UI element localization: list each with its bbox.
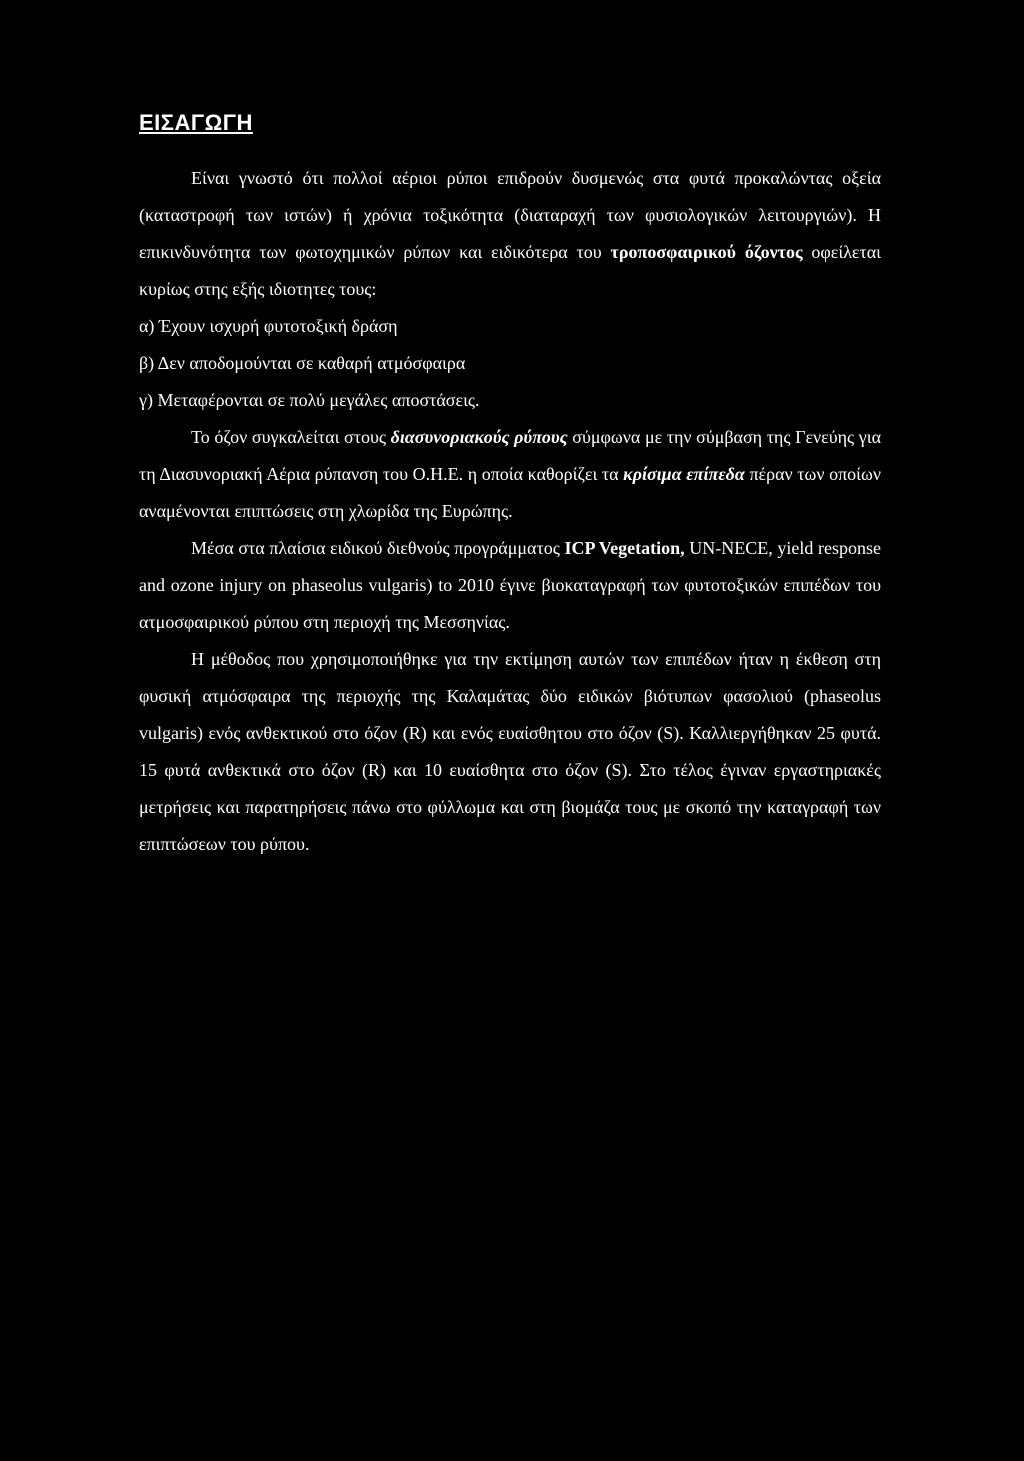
property-item-a: α) Έχουν ισχυρή φυτοτοξική δράση xyxy=(139,316,398,336)
property-item-b: β) Δεν αποδομούνται σε καθαρή ατμόσφαιρα xyxy=(139,353,466,373)
section-heading: ΕΙΣΑΓΩΓΗ xyxy=(139,110,253,135)
program-paragraph xyxy=(139,530,881,641)
method-paragraph: Η μέθοδος που χρησιμοποιήθηκε για την εκτίμηση αυτών των επιπέδων ήταν η έκθεση στη φυσική ατμόσφαιρα της περιοχής της Καλαμάτας δύο ειδικών βιότυπων φασολιού (phaseolus vulgaris) ενός ανθεκτικού στο όζον (R) και ενός ευαίσθητου στο όζον (S). Καλλιεργήθηκαν 25 φυτά. 15 φυτά ανθεκτικά στο όζον (R) και 10 ευαίσθητα στο όζον (S). Στο τέλος έγιναν εργαστηριακές μετρήσεις και παρατηρήσεις πάνω στο φύλλωμα και στη βιομάζα τους με σκοπό την καταγραφή των επιπτώσεων του ρύπου. xyxy=(139,649,881,854)
transboundary-bold-term: διασυνοριακούς ρύπους xyxy=(390,427,568,447)
transboundary-text-b: σύμφωνα με την σύμβαση της Γενεύης για τη Διασυνοριακή Αέρια ρύπανση του Ο.Η.Ε. η οποία καθορίζει τα xyxy=(139,427,882,484)
property-item-c: γ) Μεταφέρονται σε πολύ μεγάλες αποστάσεις. xyxy=(139,390,480,410)
intro-paragraph xyxy=(139,160,881,308)
program-bold-term: ICP Vegetation, xyxy=(564,538,685,558)
transboundary-text-c: πέραν των οποίων αναμένονται επιπτώσεις στη χλωρίδα της Ευρώπης. xyxy=(139,464,881,521)
intro-text-b: οφείλεται κυρίως στης εξής ιδιοτητες τους: xyxy=(139,242,881,299)
document-page xyxy=(139,108,881,863)
critical-levels-term: κρίσιμα επίπεδα xyxy=(623,464,745,484)
program-text-a: Μέσα στα πλαίσια ειδικού διεθνούς προγράμματος xyxy=(191,538,565,558)
program-text-b: UN-NECE, yield response and ozone injury on phaseolus vulgaris) to 2010 έγινε βιοκαταγραφή των φυτοτοξικών επιπέδων του ατμοσφαιρικού ρύπου στη περιοχή της Μεσσηνίας. xyxy=(139,538,882,632)
intro-text-a: Είναι γνωστό ότι πολλοί αέριοι ρύποι επιδρούν δυσμενώς στα φυτά προκαλώντας οξεία (καταστροφή των ιστών) ή χρόνια τοξικότητα (διαταραχή των φυσιολογικών λειτουργιών). Η επικινδυνότητα των φωτοχημικών ρύπων και ειδικότερα του xyxy=(139,168,881,262)
intro-bold-term: τροποσφαιρικού όζοντος xyxy=(610,242,803,262)
transboundary-paragraph xyxy=(139,419,881,530)
transboundary-text-a: Το όζον συγκαλείται στους xyxy=(191,427,391,447)
